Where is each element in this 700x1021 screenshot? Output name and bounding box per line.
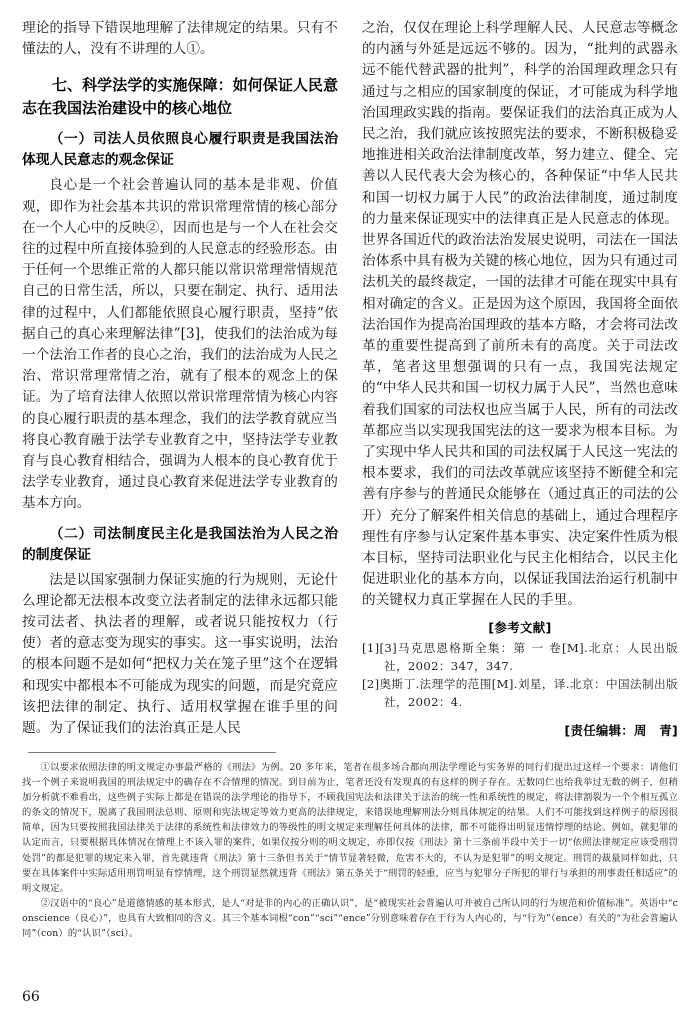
footnote-divider [28,752,276,753]
subsection-1-heading: （一）司法人员依照良心履行职责是我国法治体现人民意志的观念保证 [22,131,338,169]
left-column [22,18,338,737]
editor-credit: [责任编辑：周 青] [564,722,678,738]
footnote-block [22,752,678,941]
two-column-body [22,18,678,738]
reference-item: [1][3]马克思恩格斯全集：第 一 卷[M].北京：人民出版社，2002：347，347. [362,640,678,673]
left-continued-paragraph: 理论的指导下错误地理解了法律规定的结果。只有不懂法的人，没有不讲理的人①。 [22,20,338,58]
page-number: 66 [22,989,40,1005]
subsection-1-paragraph: 良心是一个社会普遍认同的基本是非观、价值观，即作为社会基本共识的常识常理常情的核心部分在一个人心中的反映②，因而也是与一个人在社会交往的过程中所直接体验到的人民意志的经验形态。由于任何一个思维正常的人都只能以常识常理常情规范自己的日常生活，所以，只要在制定、执行、适用法律的过程中，人们都能依照良心履行职责，坚持“依据自己的真心来理解法律”[3]，使我们的法治成为每一个法治工作者的良心之治，我们的法治成为人民之治、常识常理常情之治，就有了根本的观念上的保证。为了培育法律人依照以常识常理常情为核心内容的良心履行职责的基本理念，我们的法学教育就应当将良心教育融于法学专业教育之中，坚持法学专业教育与良心教育相结合，强调为人根本的良心教育优于法学专业教育，通过良心教育来促进法学专业教育的基本方向。 [22,177,338,512]
right-column [362,18,678,738]
subsection-2-paragraph: 法是以国家强制力保证实施的行为规则，无论什么理论都无法根本改变立法者制定的法律永远都只能按司法者、执法者的理解，或者说只能按权力（行使）者的意志变为现实的事实。这一事实说明，法治的根本问题不是如何“把权力关在笼子里”这个在逻辑和现实中都根本不可能成为现实的问题，而是究竟应该把法律的制定、执行、适用权掌握在谁手里的问题。为了保证我们的法治真正是人民 [22,571,338,737]
reference-item: [2]奥斯丁.法理学的范围[M].刘星，译.北京：中国法制出版社，2002：4. [362,676,678,709]
footnote-1: ①以要求依照法律的明文规定办事最严格的《刑法》为例。20 多年来，笔者在很多场合都向刑法学理论与实务界的同行们提出过这样一个要求：请他们找一个例子来说明我国的刑法规定中的确存在不合情理的情况。到目前为止，笔者还没有发现真的有这样的例子存在。无数同仁也给我举过无数的例子，但稍加分析就不难看出，这些例子实际上都是在错误的法学理论的指导下，不顾我国宪法和法律关于法治的统一性和系统性的规定，将法律割裂为一个个相互孤立的条文的情况下，脱离了我国刑法总则、原则和宪法规定等效力更高的法律规定，来错误地理解刑法分则具体规定的结果。人们不可能找到这样例子的原因很简单，因为只要按照我国法律关于法律的系统性和法律效力的等级性的明文规定来理解任何具体的法律，都不可能得出明显违情悖理的结论。例如，就犯罪的认定而言，只要根据具体情况在情理上不该入罪的案件，如果仅按分则的明文规定，亦即仅按《刑法》第十三条前半段中关于一切“依照法律规定应该受刑罚处罚”的都是犯罪的规定来入罪，首先就违背《刑法》第十三条但书关于“情节显著轻微，危害不大的，不认为是犯罪”的明文规定。刑罚的裁量同样如此，只要在具体案件中实际适用刑罚明显有悖情理，这个刑罚显然就违背《刑法》第五条关于“刑罚的轻重，应当与犯罪分子所犯的罪行与承担的刑事责任相适应”的明文规定。 [22,762,678,894]
right-continued-paragraph: 之治，仅仅在理论上科学理解人民、人民意志等概念的内涵与外延是远远不够的。因为，“批判的武器永远不能代替武器的批判”，科学的治国理政理念只有通过与之相应的国家制度的保证，才可能成为科学地治国理政实践的指南。要保证我们的法治真正成为人民之治，我们就应该按照宪法的要求，不断积极稳妥地推进相关政治法律制度改革，努力建立、健全、完善以人民代表大会为核心的，各种保证“中华人民共和国一切权力属于人民”的政治法律制度，通过制度的力量来保证现实中的法律真正是人民意志的体现。世界各国近代的政治法治发展史说明，司法在一国法治体系中具有极为关键的核心地位，因为只有通过司法机关的最终裁定，一国的法律才可能在现实中具有相对确定的含义。正是因为这个原因，我国将全面依法治国作为提高治国理政的基本方略，才会将司法改革的重要性提高到了前所未有的高度。关于司法改革，笔者这里想强调的只有一点，我国宪法规定的“中华人民共和国一切权力属于人民”，当然也意味着我们国家的司法权也应当属于人民，所有的司法改革都应当以实现我国宪法的这一要求为根本目标。为了实现中华人民共和国的司法权属于人民这一宪法的根本要求，我们的司法改革就应该坚持不断健全和完善有序参与的普通民众能够在（通过真正的司法的公开）充分了解案件相关信息的基础上，通过合理程序理性有序参与认定案件基本事实、决定案件性质为根本目标，坚持司法职业化与民主化相结合，以民主化促进职业化的基本方向，以保证我国法治运行机制中的关键权力真正掌握在人民的手里。 [362,20,678,609]
section-heading: 七、科学法学的实施保障：如何保证人民意志在我国法治建设中的核心地位 [22,76,338,118]
references-title: [参考文献] [488,619,552,635]
subsection-2-heading: （二）司法制度民主化是我国法治为人民之治的制度保证 [22,525,338,563]
footnote-2: ②汉语中的“良心”是道德情感的基本形式，是人“对是非的内心的正确认识”，是“被现实社会普遍认可并被自己所认同的行为规范和价值标准”。英语中“conscience（良心）”，也具有大致相同的含义。其三个基本词根“con”“sci”“ence”分别意味着存在于行为人内心的，与“行为”（ence）有关的“为社会普遍认同”（con）的“认识”（sci）。 [22,897,678,940]
